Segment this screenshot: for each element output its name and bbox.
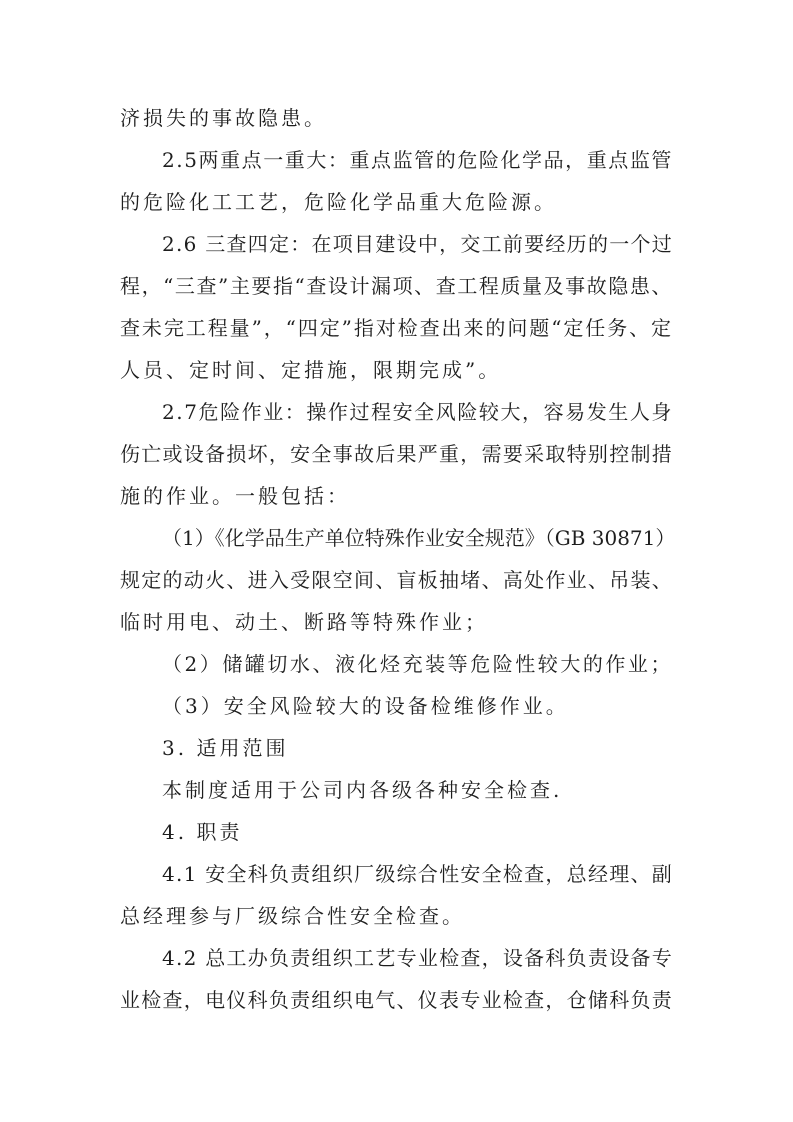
text-line: 程，“三查”主要指“查设计漏项、查工程质量及事故隐患、	[120, 274, 673, 298]
text-line: 业检查，电仪科负责组织电气、仪表专业检查，仓储科负责	[120, 988, 673, 1012]
text-line: 施的作业。一般包括：	[120, 484, 350, 508]
text-line: 临时用电、动土、断路等特殊作业；	[120, 610, 488, 634]
text-line: 3. 适用范围	[162, 736, 289, 760]
text-line: 4. 职责	[162, 820, 243, 844]
text-line: （3）安全风险较大的设备检维修作业。	[162, 694, 569, 718]
text-line: （2）储罐切水、液化烃充装等危险性较大的作业；	[162, 652, 673, 676]
text-line: 伤亡或设备损坏，安全事故后果严重，需要采取特别控制措	[120, 442, 673, 466]
text-line: 人员、定时间、定措施，限期完成”。	[120, 358, 502, 382]
text-line: （1）《化学品生产单位特殊作业安全规范》（GB 30871）	[162, 526, 676, 550]
text-line: 2.6 三查四定：在项目建设中，交工前要经历的一个过	[162, 232, 673, 256]
text-line: 的危险化工工艺，危险化学品重大危险源。	[120, 190, 557, 214]
text-line: 查未完工程量”，“四定”指对检查出来的问题“定任务、定	[120, 316, 673, 340]
text-line: 济损失的事故隐患。	[120, 106, 327, 130]
text-line: 规定的动火、进入受限空间、盲板抽堵、高处作业、吊装、	[120, 568, 673, 592]
text-line: 总经理参与厂级综合性安全检查。	[120, 904, 465, 928]
text-line: 2.7危险作业：操作过程安全风险较大，容易发生人身	[162, 400, 673, 424]
text-line: 4.1 安全科负责组织厂级综合性安全检查，总经理、副	[162, 862, 673, 886]
text-line: 本制度适用于公司内各级各种安全检查.	[162, 778, 563, 802]
text-line: 4.2 总工办负责组织工艺专业检查，设备科负责设备专	[162, 946, 673, 970]
text-line: 2.5两重点一重大：重点监管的危险化学品，重点监管	[162, 148, 673, 172]
